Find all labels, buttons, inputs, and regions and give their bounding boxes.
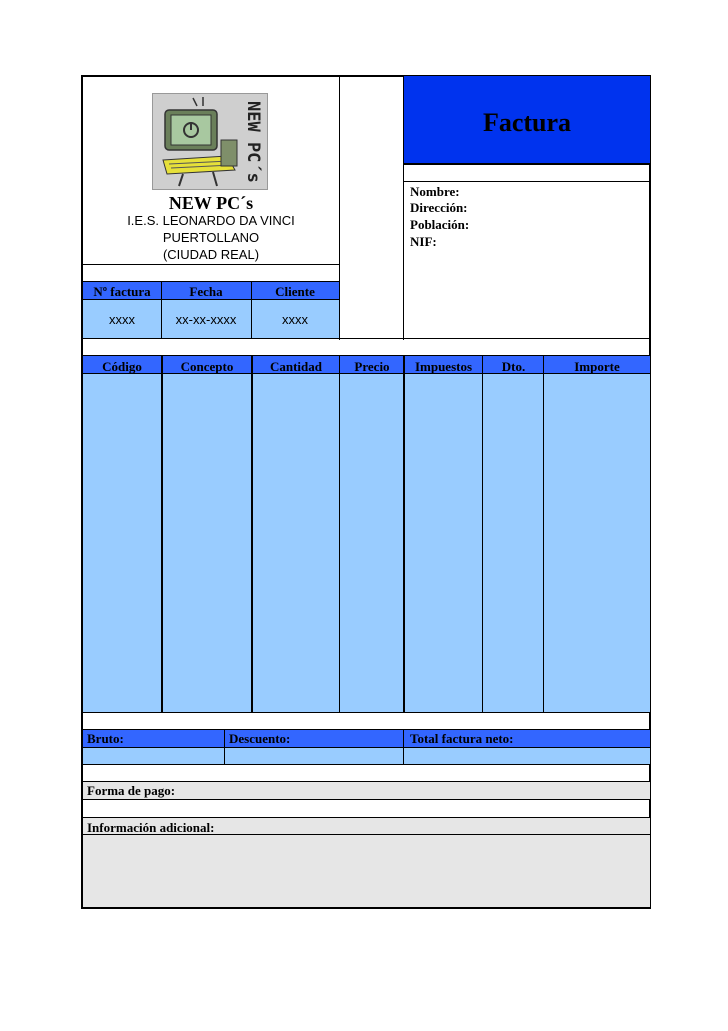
company-school: I.E.S. LEONARDO DA VINCI	[127, 213, 295, 228]
col-concept: Concepto	[180, 359, 234, 374]
date-value: xx-xx-xxxx	[175, 312, 237, 327]
divider	[83, 373, 650, 374]
divider	[83, 355, 650, 356]
divider	[482, 356, 483, 712]
divider	[83, 799, 650, 800]
divider	[83, 264, 339, 265]
company-province: (CIUDAD REAL)	[162, 247, 260, 262]
divider	[83, 729, 650, 730]
divider	[543, 356, 544, 712]
col-amount: Importe	[574, 359, 620, 374]
client-name-label: Nombre:	[410, 184, 460, 199]
company-logo	[152, 93, 268, 190]
info-label: Información adicional:	[87, 820, 215, 835]
divider	[404, 181, 650, 182]
divider	[83, 747, 650, 748]
discount-total-label: Descuento:	[229, 731, 291, 746]
col-price: Precio	[354, 359, 390, 374]
divider	[339, 76, 340, 340]
col-code: Código	[102, 359, 142, 374]
lines-body	[83, 374, 650, 712]
totals-header-row	[83, 730, 650, 747]
client-value: xxxx	[282, 312, 308, 327]
payment-label: Forma de pago:	[87, 783, 176, 798]
client-address-label: Dirección:	[410, 200, 468, 215]
client-nif-label: NIF:	[410, 234, 437, 249]
col-taxes: Impuestos	[414, 359, 473, 374]
divider	[83, 764, 650, 765]
invoice-title: Factura	[482, 108, 572, 137]
divider	[83, 834, 650, 835]
divider	[83, 338, 650, 339]
divider	[83, 712, 650, 713]
divider	[224, 730, 225, 764]
divider	[161, 356, 163, 712]
divider	[339, 356, 340, 712]
divider	[251, 281, 252, 338]
invoice-number-value: xxxx	[109, 312, 135, 327]
client-label: Cliente	[275, 284, 315, 299]
col-quantity: Cantidad	[269, 359, 323, 374]
divider	[161, 281, 162, 338]
invoice-number-label: Nº factura	[93, 284, 151, 299]
divider	[403, 730, 404, 764]
divider	[403, 76, 404, 340]
col-discount: Dto.	[501, 359, 526, 374]
totals-values-row	[83, 747, 650, 764]
divider	[403, 356, 405, 712]
divider	[251, 356, 253, 712]
divider	[404, 163, 650, 165]
bruto-label: Bruto:	[87, 731, 124, 746]
date-label: Fecha	[189, 284, 223, 299]
net-total-label: Total factura neto:	[410, 731, 514, 746]
divider	[83, 299, 339, 300]
company-city: PUERTOLLANO	[162, 230, 260, 245]
company-name: NEW PC´s	[168, 193, 254, 213]
client-city-label: Población:	[410, 217, 470, 232]
logo-text: NEW PC´s	[243, 101, 263, 183]
divider	[83, 281, 339, 282]
